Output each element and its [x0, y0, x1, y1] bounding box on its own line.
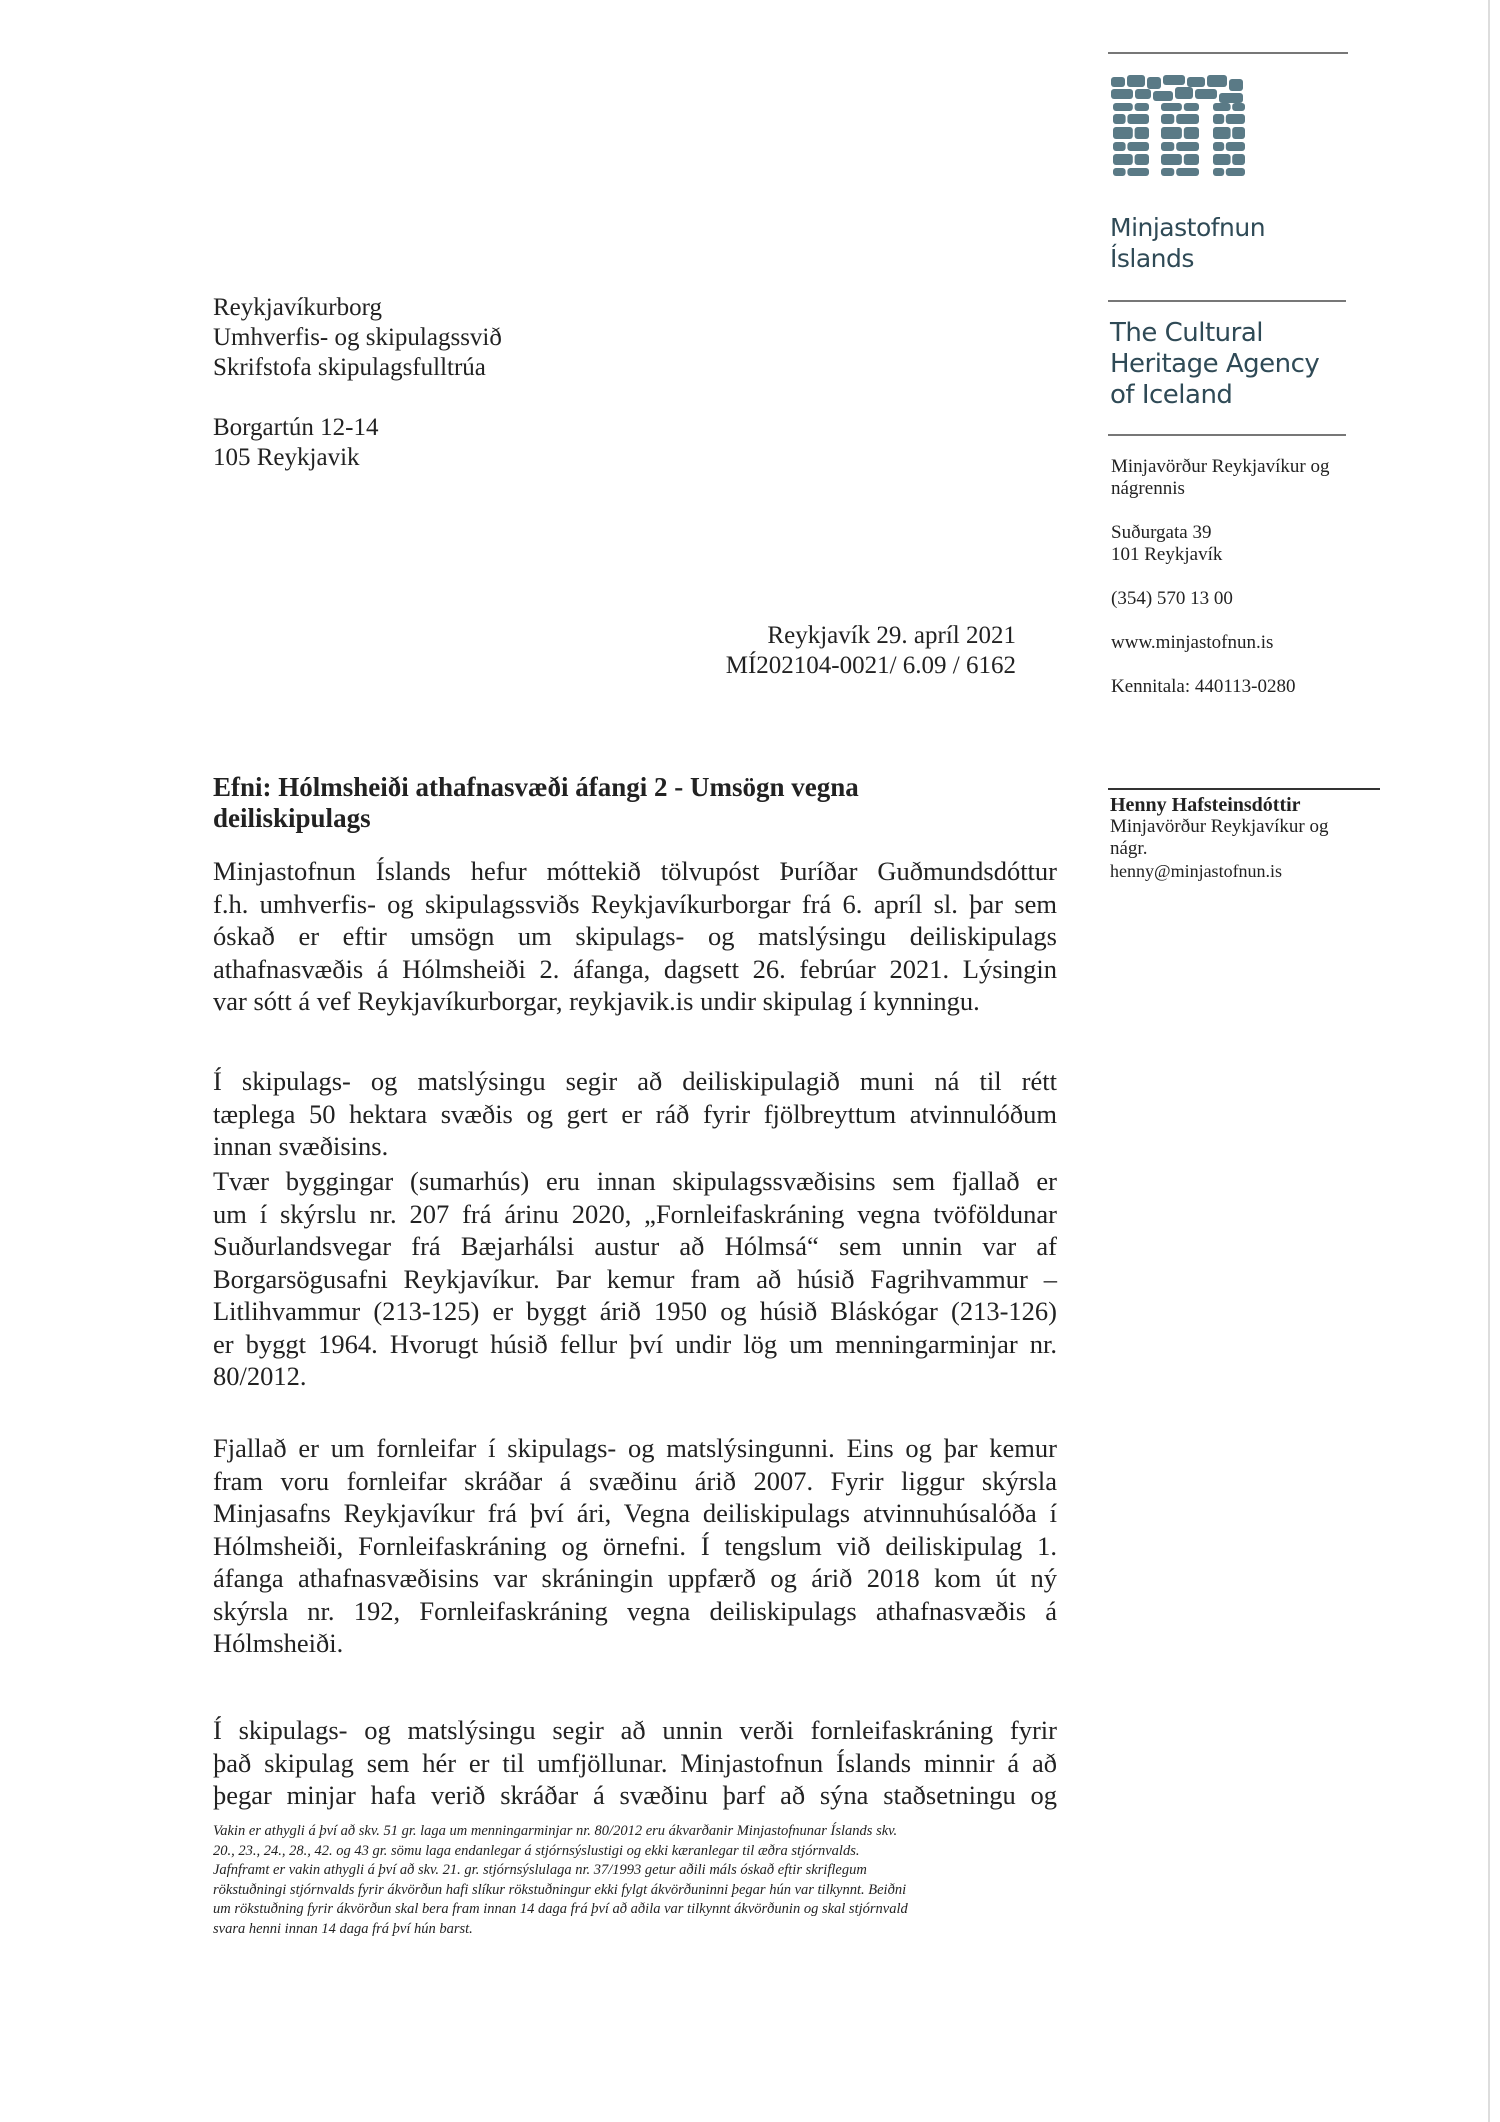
- divider: [1108, 434, 1346, 436]
- body-paragraph: [213, 855, 1057, 1018]
- logo-stone: [1213, 127, 1231, 139]
- logo-stone: [1161, 127, 1182, 139]
- logo-stone: [1184, 127, 1199, 139]
- logo-stone: [1175, 87, 1193, 99]
- logo-stone: [1163, 75, 1185, 85]
- org-name-en: [1110, 318, 1319, 411]
- contact-title: nágrennis: [1111, 478, 1185, 499]
- logo-stone: [1213, 142, 1224, 151]
- org-name-line: Íslands: [1110, 244, 1194, 273]
- logo-stone: [1176, 168, 1199, 176]
- body-paragraph: [213, 1432, 1057, 1660]
- logo-stone: [1213, 154, 1231, 165]
- paragraph-line: Hólmsheiði.: [213, 1628, 344, 1658]
- logo-stone: [1232, 154, 1245, 165]
- recipient-address: 105 Reykjavik: [213, 444, 360, 471]
- paragraph-line: fram voru fornleifar skráðar á svæðinu árið 2007. Fyrir liggur skýrsla: [213, 1465, 1057, 1496]
- paragraph-line: Minjastofnun Íslands hefur móttekið tölvupóst Þuríðar Guðmundsdóttur: [213, 856, 1057, 886]
- logo-stone: [1226, 168, 1245, 176]
- signer-role: nágr.: [1110, 838, 1148, 859]
- logo-stone: [1219, 93, 1243, 103]
- logo-stone: [1135, 103, 1149, 111]
- letter-date: Reykjavík 29. apríl 2021: [767, 622, 1016, 649]
- logo-stone: [1147, 77, 1161, 89]
- footnote-line: Jafnframt er vakin athygli á því að skv. 21. gr. stjórnsýslulaga nr. 37/1993 getur aðili máls óskað eftir skriflegum: [213, 1862, 867, 1878]
- logo-stone: [1127, 142, 1149, 151]
- body-paragraph: [213, 1714, 1057, 1812]
- footnote-line: svara henni innan 14 daga frá því hún barst.: [213, 1920, 473, 1937]
- contact-title: Minjavörður Reykjavíkur og: [1111, 456, 1330, 477]
- logo-stone: [1232, 103, 1245, 111]
- paragraph-line: Í skipulags- og matslýsingu segir að deiliskipulagið muni ná til rétt: [213, 1066, 1057, 1096]
- body-paragraph: [213, 1065, 1057, 1163]
- paragraph-line: þegar minjar hafa verið skráðar á svæðinu þarf að sýna staðsetningu og: [213, 1780, 1057, 1810]
- logo-stone: [1113, 114, 1126, 124]
- recipient-line: Umhverfis- og skipulagssvið: [213, 324, 502, 351]
- recipient-line: Reykjavíkurborg: [213, 294, 382, 321]
- contact-website[interactable]: www.minjastofnun.is: [1111, 632, 1274, 653]
- logo-stone: [1113, 154, 1133, 165]
- logo-stone: [1184, 154, 1199, 165]
- logo-stone: [1153, 91, 1173, 101]
- subject-line: deiliskipulags: [213, 803, 371, 833]
- logo-stone: [1232, 127, 1245, 139]
- logo-stone: [1113, 103, 1133, 111]
- paragraph-line: Hólmsheiði, Fornleifaskráning og örnefni. Í tengslum við deiliskipulag 1.: [213, 1530, 1057, 1561]
- footnote-line: um rökstuðning fyrir ákvörðun skal bera fram innan 14 daga frá því að aðila var tilkynnt ákvörðunin og skal stjórnvald: [213, 1901, 908, 1917]
- contact-street: Suðurgata 39: [1111, 522, 1212, 543]
- org-name-line: The Cultural: [1110, 318, 1263, 348]
- signer-role: Minjavörður Reykjavíkur og: [1110, 816, 1329, 837]
- paragraph-line: áfanga athafnasvæðisins var skráningin uppfærð og árið 2018 kom út ný: [213, 1563, 1057, 1593]
- paragraph-line: innan svæðisins.: [213, 1131, 389, 1161]
- paragraph-line: óskað er eftir umsögn um skipulags- og matslýsingu deiliskipulags: [213, 921, 1057, 951]
- paragraph-line: var sótt á vef Reykjavíkurborgar, reykjavik.is undir skipulag í kynningu.: [213, 986, 980, 1016]
- logo-stone: [1213, 114, 1224, 124]
- divider: [1108, 52, 1348, 54]
- logo-stone: [1187, 77, 1205, 87]
- logo-stone: [1226, 142, 1245, 151]
- paragraph-line: Litlihvammur (213-125) er byggt árið 1950 og húsið Bláskógar (213-126): [213, 1296, 1057, 1326]
- divider: [1108, 788, 1380, 790]
- paragraph-line: f.h. umhverfis- og skipulagssviðs Reykjavíkurborgar frá 6. apríl sl. þar sem: [213, 888, 1057, 919]
- logo-stone: [1161, 168, 1174, 176]
- contact-kennitala: Kennitala: 440113-0280: [1111, 676, 1296, 697]
- logo-stone: [1161, 103, 1182, 111]
- org-name-line: Minjastofnun: [1110, 213, 1266, 242]
- divider: [1108, 300, 1346, 302]
- paragraph-line: um í skýrslu nr. 207 frá árinu 2020, „Fornleifaskráning vegna tvöföldunar: [213, 1198, 1057, 1229]
- logo-stone: [1226, 114, 1245, 124]
- subject-line: Efni: Hólmsheiði athafnasvæði áfangi 2 - Umsögn vegna: [213, 772, 859, 802]
- logo-stone: [1127, 75, 1145, 87]
- logo-stone: [1213, 103, 1231, 111]
- paragraph-line: Minjasafns Reykjavíkur frá því ári, Vegna deiliskipulags atvinnuhúsalóða í: [213, 1498, 1057, 1528]
- org-name-line: of Iceland: [1110, 380, 1233, 410]
- paragraph-line: er byggt 1964. Hvorugt húsið fellur því undir lög um menningarminjar nr.: [213, 1328, 1057, 1359]
- signer-block: [1110, 794, 1328, 882]
- signer-name: Henny Hafsteinsdóttir: [1110, 794, 1301, 816]
- contact-phone: (354) 570 13 00: [1111, 588, 1233, 609]
- logo-stone: [1113, 168, 1126, 176]
- contact-block: [1111, 456, 1329, 698]
- logo-stone: [1207, 75, 1227, 87]
- date-block: [726, 621, 1016, 681]
- logo-stone: [1135, 154, 1149, 165]
- logo-stone: [1127, 168, 1149, 176]
- footnote-line: 20., 23., 24., 28., 42. og 43 gr. sömu laga endanlegar á stjórnsýslustigi og ekki kæranlegar til æðra stjórnvalds.: [213, 1842, 860, 1859]
- subject-heading: [213, 772, 859, 834]
- logo-stone: [1135, 127, 1149, 139]
- paragraph-line: það skipulag sem hér er til umfjöllunar. Minjastofnun Íslands minnir á að: [213, 1747, 1057, 1778]
- logo-stone: [1161, 114, 1174, 124]
- paragraph-line: Tvær byggingar (sumarhús) eru innan skipulagssvæðisins sem fjallað er: [213, 1166, 1057, 1196]
- footnote-line: rökstuðningi stjórnvalds fyrir ákvörðun hafi slíkur rökstuðningur ekki fylgt ákvörðuninni þegar hún var tilkynnt. Beiðni: [213, 1881, 907, 1898]
- org-name-line: Heritage Agency: [1110, 349, 1320, 379]
- logo-stone: [1111, 77, 1125, 87]
- paragraph-line: 80/2012.: [213, 1361, 307, 1391]
- logo-stone: [1161, 142, 1174, 151]
- footnote-line: Vakin er athygli á því að skv. 51 gr. laga um menningarminjar nr. 80/2012 eru ákvarðanir Minjastofnunar Íslands skv.: [213, 1823, 898, 1839]
- logo-stone: [1113, 127, 1133, 139]
- logo-stone: [1127, 114, 1149, 124]
- agency-logo: [1111, 75, 1251, 185]
- contact-city: 101 Reykjavík: [1111, 544, 1223, 565]
- logo-stone: [1229, 79, 1243, 91]
- paragraph-line: athafnasvæðis á Hólmsheiði 2. áfanga, dagsett 26. febrúar 2021. Lýsingin: [213, 953, 1057, 984]
- recipient-address: Borgartún 12-14: [213, 414, 379, 441]
- paragraph-line: Suðurlandsvegar frá Bæjarhálsi austur að Hólmsá“ sem unnin var af: [213, 1231, 1057, 1261]
- legal-footnote: [213, 1822, 1093, 1939]
- logo-stone: [1135, 89, 1151, 99]
- logo-stone: [1176, 142, 1199, 151]
- org-name-is: [1110, 212, 1265, 274]
- paragraph-line: Borgarsögusafni Reykjavíkur. Þar kemur fram að húsið Fagrihvammur –: [213, 1263, 1057, 1294]
- logo-stone: [1184, 103, 1199, 111]
- paragraph-line: Fjallað er um fornleifar í skipulags- og matslýsingunni. Eins og þar kemur: [213, 1433, 1057, 1463]
- logo-stone: [1161, 154, 1182, 165]
- reference-number: [726, 651, 1016, 681]
- logo-stone: [1213, 168, 1224, 176]
- page-edge: [1488, 0, 1490, 2122]
- logo-stone: [1176, 114, 1199, 124]
- recipient-line: Skrifstofa skipulagsfulltrúa: [213, 354, 486, 381]
- logo-stone: [1113, 142, 1126, 151]
- paragraph-line: skýrsla nr. 192, Fornleifaskráning vegna deiliskipulags athafnasvæðis á: [213, 1595, 1057, 1626]
- logo-stone: [1111, 89, 1133, 99]
- recipient-block: [213, 293, 502, 473]
- paragraph-line: Í skipulags- og matslýsingu segir að unnin verði fornleifaskráning fyrir: [213, 1715, 1057, 1745]
- paragraph-line: tæplega 50 hektara svæðis og gert er ráð fyrir fjölbreyttum atvinnulóðum: [213, 1098, 1057, 1129]
- reference-text: MÍ202104-0021/ 6.09 / 6162: [725, 652, 1016, 679]
- logo-stone: [1195, 89, 1217, 99]
- body-paragraph: [213, 1165, 1057, 1393]
- signer-email[interactable]: henny@minjastofnun.is: [1110, 861, 1283, 881]
